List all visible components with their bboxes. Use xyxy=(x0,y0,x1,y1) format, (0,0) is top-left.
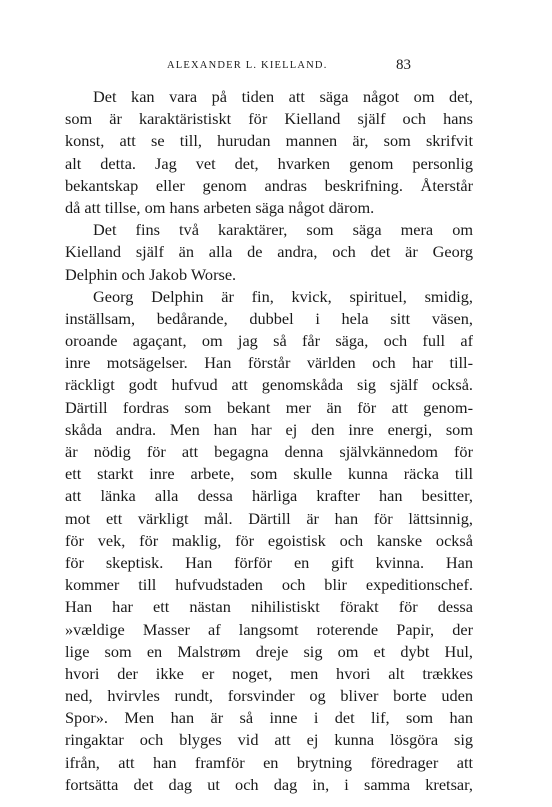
text-line: hvori der ikke er noget, men hvori alt trækkes xyxy=(65,663,473,683)
text-line: då att tillse, om hans arbeten säga något därom. xyxy=(65,197,375,217)
text-line: lige som en Malstrøm dreje sig om et dybt Hul, xyxy=(65,641,473,661)
text-line: konst, att se till, hurudan mannen är, som skrifvit xyxy=(65,131,473,151)
text-line: inställsam, bedårande, dubbel i hela sitt väsen, xyxy=(65,308,473,328)
text-line: alt detta. Jag vet det, hvarken genom personlig xyxy=(65,153,473,173)
text-line: att länka alla dessa härliga krafter han besitter, xyxy=(65,486,473,506)
text-line: bekantskap eller genom andras beskrifning. Återstår xyxy=(65,175,473,195)
text-line: Det fins två karaktärer, som säga mera om xyxy=(93,220,473,240)
text-line: Delphin och Jakob Worse. xyxy=(65,264,237,284)
text-line: Georg Delphin är fin, kvick, spirituel, smidig, xyxy=(93,286,473,306)
text-line: »vældige Masser af langsomt roterende Papir, der xyxy=(65,619,473,639)
text-line: inre motsägelser. Han förstår världen och har till- xyxy=(65,353,473,373)
text-line: Han har ett nästan nihilistiskt förakt för dessa xyxy=(65,597,473,617)
text-line: ett starkt inre arbete, som skulle kunna räcka till xyxy=(65,464,473,484)
text-line: Spor». Men han är så inne i det lif, som han xyxy=(65,708,473,728)
text-line: ifrån, att han framför en brytning föredrager att xyxy=(65,752,473,772)
text-line: räckligt godt hufvud att genomskåda sig själf också. xyxy=(65,375,473,395)
page-number: 83 xyxy=(396,57,411,73)
running-header xyxy=(0,57,552,85)
text-line: ringaktar och blyges vid att ej kunna lösgöra sig xyxy=(65,730,473,750)
running-title: ALEXANDER L. KIELLAND. xyxy=(167,60,328,71)
text-line: Kielland själf än alla de andra, och det är Georg xyxy=(65,242,473,262)
text-line: kommer till hufvudstaden och blir expeditionschef. xyxy=(65,575,473,595)
text-line: för vek, för maklig, för egoistisk och kanske också xyxy=(65,530,473,550)
body-text xyxy=(65,86,473,796)
text-line: som är karaktäristiskt för Kielland själf och hans xyxy=(65,109,473,129)
text-line: ned, hvirvles rundt, forsvinder og bliver borte uden xyxy=(65,686,473,706)
text-line: för skeptisk. Han förför en gift kvinna. Han xyxy=(65,552,473,572)
text-line: är nödig för att begagna denna självkännedom för xyxy=(65,442,473,461)
text-line: Det kan vara på tiden att säga något om det, xyxy=(93,87,473,106)
text-line: skåda andra. Men han har ej den inre energi, som xyxy=(65,419,473,439)
text-line: Därtill fordras som bekant mer än för att genom- xyxy=(65,397,473,417)
text-line: fortsätta det dag ut och dag in, i samma kretsar, xyxy=(65,774,473,794)
text-line: oroande agaçant, om jag så får säga, och full af xyxy=(65,331,473,351)
text-line: mot ett värkligt mål. Därtill är han för lättsinnig, xyxy=(65,508,473,528)
